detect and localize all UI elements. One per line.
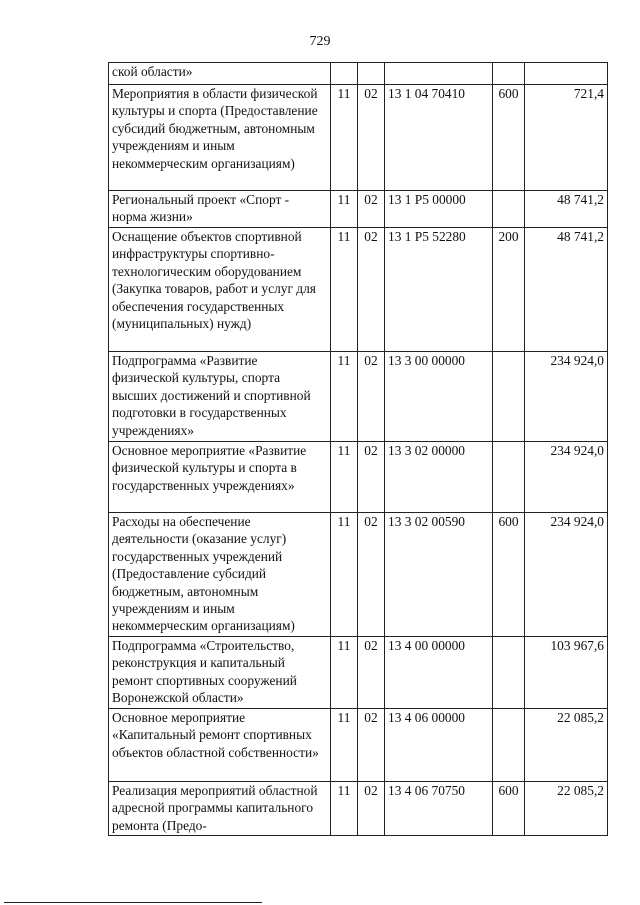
table-row — [109, 352, 608, 442]
row-section: 11 — [331, 352, 358, 442]
budget-table — [108, 62, 608, 836]
row-name: Расходы на обеспечение деятельности (оказание услуг) государственных учреждений (Предоставление субсидий бюджетным, автономным учреждениям и иным некоммерческим организациям) — [109, 513, 331, 637]
row-subsection: 02 — [358, 85, 385, 191]
row-name: Подпрограмма «Развитие физической культуры, спорта высших достижений и спортивной подготовки в государственных учреждениях» — [109, 352, 331, 442]
row-expense-type: 600 — [493, 782, 525, 836]
table-row — [109, 191, 608, 228]
row-section: 11 — [331, 191, 358, 228]
row-amount: 48 741,2 — [525, 191, 608, 228]
row-expense-type — [493, 352, 525, 442]
row-subsection: 02 — [358, 782, 385, 836]
row-target-code: 13 1 Р5 52280 — [385, 228, 493, 352]
row-amount: 22 085,2 — [525, 782, 608, 836]
row-expense-type — [493, 63, 525, 85]
row-amount: 234 924,0 — [525, 442, 608, 513]
row-expense-type — [493, 709, 525, 782]
row-subsection: 02 — [358, 709, 385, 782]
row-subsection: 02 — [358, 191, 385, 228]
row-name: Подпрограмма «Строительство, реконструкция и капитальный ремонт спортивных сооружений Воронежской области» — [109, 637, 331, 709]
row-name: Основное мероприятие «Развитие физической культуры и спорта в государственных учреждениях» — [109, 442, 331, 513]
row-amount: 48 741,2 — [525, 228, 608, 352]
row-target-code: 13 3 00 00000 — [385, 352, 493, 442]
row-name: Мероприятия в области физической культуры и спорта (Предоставление субсидий бюджетным, автономным учреждениям и иным некоммерческим организациям) — [109, 85, 331, 191]
row-amount: 721,4 — [525, 85, 608, 191]
row-amount: 234 924,0 — [525, 513, 608, 637]
table-row — [109, 782, 608, 836]
row-name: Реализация мероприятий областной адресной программы капитального ремонта (Предо- — [109, 782, 331, 836]
row-target-code: 13 4 06 70750 — [385, 782, 493, 836]
row-subsection: 02 — [358, 513, 385, 637]
row-name: Оснащение объектов спортивной инфраструктуры спортивно-технологическим оборудованием (Закупка товаров, работ и услуг для обеспечения государственных (муниципальных) нужд) — [109, 228, 331, 352]
row-subsection: 02 — [358, 228, 385, 352]
row-name: Основное мероприятие «Капитальный ремонт спортивных объектов областной собственности» — [109, 709, 331, 782]
page-number: 729 — [309, 34, 331, 49]
row-amount: 234 924,0 — [525, 352, 608, 442]
row-section: 11 — [331, 709, 358, 782]
table-row — [109, 85, 608, 191]
row-target-code: 13 4 06 00000 — [385, 709, 493, 782]
row-expense-type: 200 — [493, 228, 525, 352]
row-section: 11 — [331, 637, 358, 709]
row-section — [331, 63, 358, 85]
row-target-code: 13 1 Р5 00000 — [385, 191, 493, 228]
row-amount — [525, 63, 608, 85]
row-target-code: 13 4 00 00000 — [385, 637, 493, 709]
row-expense-type — [493, 442, 525, 513]
table-row — [109, 513, 608, 637]
row-section: 11 — [331, 85, 358, 191]
row-name: Региональный проект «Спорт - норма жизни» — [109, 191, 331, 228]
row-target-code: 13 3 02 00590 — [385, 513, 493, 637]
row-expense-type — [493, 637, 525, 709]
row-target-code: 13 3 02 00000 — [385, 442, 493, 513]
row-subsection: 02 — [358, 637, 385, 709]
row-expense-type: 600 — [493, 85, 525, 191]
row-name: ской области» — [109, 63, 331, 85]
row-amount: 22 085,2 — [525, 709, 608, 782]
table-row — [109, 709, 608, 782]
row-subsection: 02 — [358, 442, 385, 513]
row-target-code — [385, 63, 493, 85]
row-section: 11 — [331, 513, 358, 637]
row-section: 11 — [331, 442, 358, 513]
row-expense-type: 600 — [493, 513, 525, 637]
row-section: 11 — [331, 228, 358, 352]
row-target-code: 13 1 04 70410 — [385, 85, 493, 191]
table-row — [109, 442, 608, 513]
row-subsection — [358, 63, 385, 85]
footnote-divider — [4, 902, 262, 903]
row-expense-type — [493, 191, 525, 228]
table-row — [109, 63, 608, 85]
table-row — [109, 228, 608, 352]
table-row — [109, 637, 608, 709]
row-amount: 103 967,6 — [525, 637, 608, 709]
row-section: 11 — [331, 782, 358, 836]
row-subsection: 02 — [358, 352, 385, 442]
